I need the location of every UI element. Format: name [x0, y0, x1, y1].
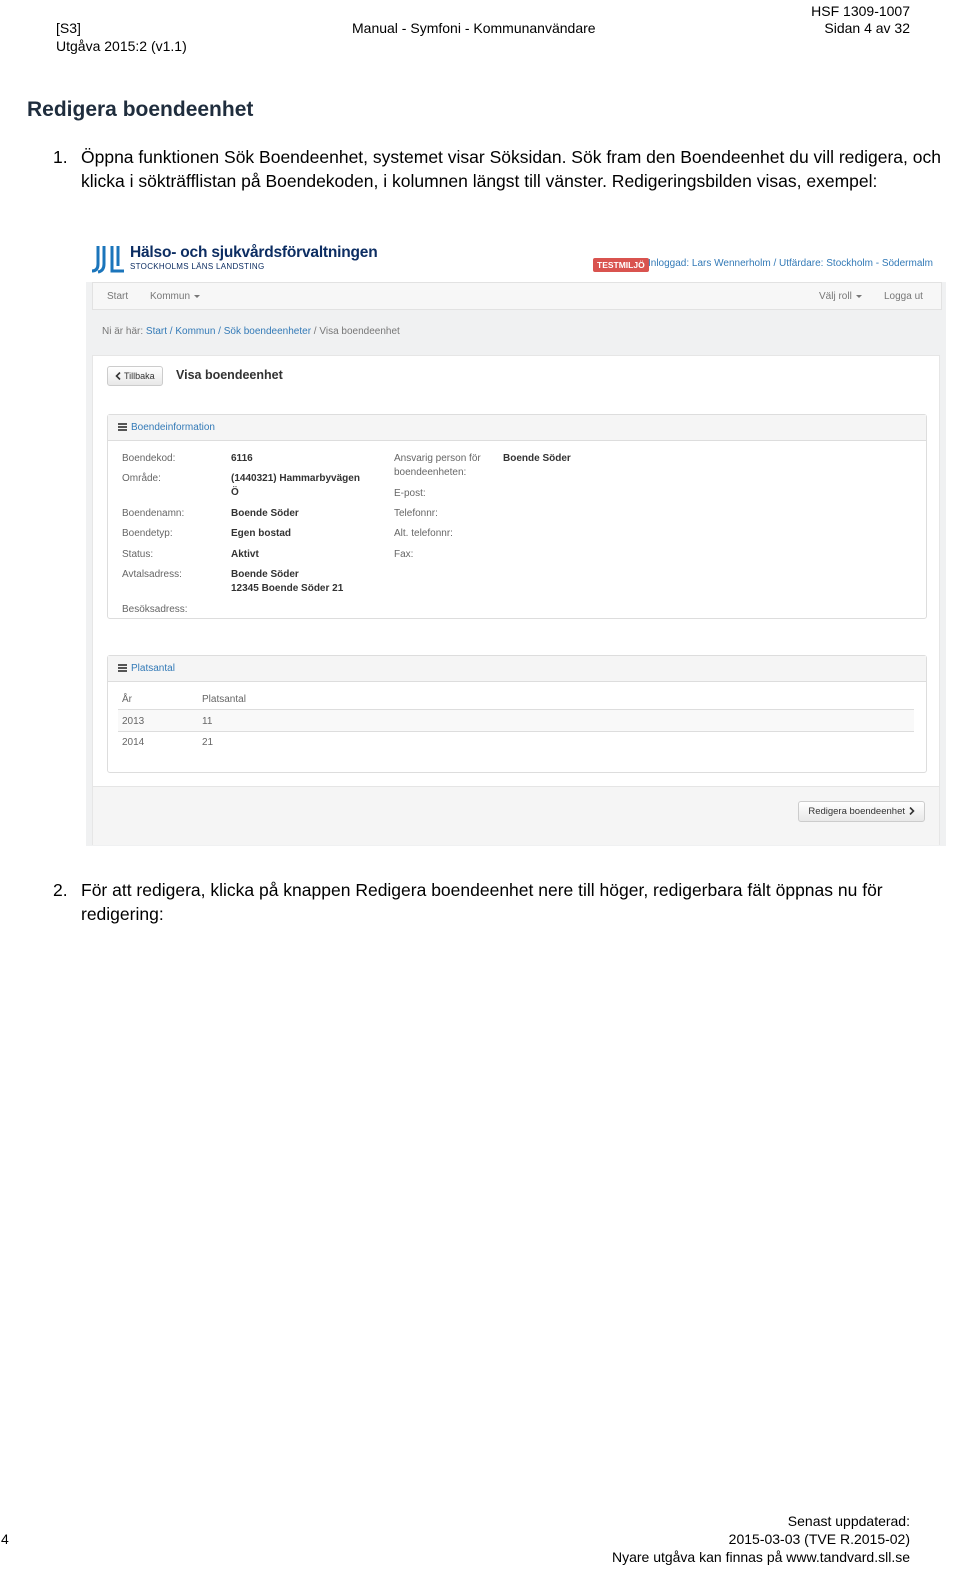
step-text: För att redigera, klicka på knappen Redigera boendeenhet nere till höger, redigerbara fält öppnas nu för redigering:	[81, 880, 883, 924]
column-header: Platsantal	[202, 694, 246, 705]
app-header	[86, 238, 946, 282]
field-label: Ansvarig person för	[394, 453, 481, 464]
nav-select-role-label: Välj roll	[819, 291, 852, 302]
table-cell: 2013	[122, 716, 145, 727]
field-label: Fax:	[394, 549, 414, 560]
field-value: Boende Söder	[231, 508, 299, 519]
app-screenshot	[86, 238, 946, 846]
capacity-panel	[107, 655, 927, 773]
info-panel-header	[108, 415, 926, 441]
nav-start[interactable]: Start	[107, 291, 129, 302]
field-value: Ö	[231, 487, 239, 498]
environment-badge: TESTMILJÖ	[593, 258, 649, 272]
step-number: 2.	[53, 880, 68, 900]
document-code-edition	[56, 19, 187, 55]
field-value: 6116	[231, 453, 253, 464]
field-label: Boendekod:	[122, 453, 176, 464]
list-icon	[118, 423, 127, 431]
step-1	[53, 145, 948, 193]
caret-down-icon	[856, 295, 862, 298]
capacity-panel-title: Platsantal	[131, 663, 175, 674]
nav-kommun-label: Kommun	[150, 291, 191, 302]
nav-kommun-menu[interactable]	[150, 291, 200, 302]
column-header: År	[122, 694, 132, 705]
document-title: Manual - Symfoni - Kommunanvändare	[352, 20, 596, 36]
updated-label: Senast uppdaterad:	[787, 1513, 910, 1529]
field-value: Boende Söder	[503, 453, 571, 464]
field-value: (1440321) Hammarbyvägen	[231, 473, 360, 484]
field-value: 12345 Boende Söder 21	[231, 583, 344, 594]
page-heading: Visa boendeenhet	[176, 368, 283, 382]
edit-residence-button[interactable]	[798, 801, 925, 822]
field-label: E-post:	[394, 488, 426, 499]
document-code: [S3]	[56, 20, 81, 36]
capacity-panel-header	[108, 656, 926, 682]
field-label: Status:	[122, 549, 154, 560]
info-panel	[107, 414, 927, 619]
action-bar	[93, 786, 939, 845]
page-number: 4	[1, 1531, 9, 1547]
field-value: Egen bostad	[231, 528, 292, 539]
step-2	[53, 878, 948, 926]
breadcrumb-prefix: Ni är här:	[102, 326, 144, 337]
field-label: Avtalsadress:	[122, 569, 182, 580]
field-label: boendeenheten:	[394, 467, 467, 478]
logo-subtitle: STOCKHOLMS LÄNS LANDSTING	[130, 262, 265, 271]
breadcrumb-search[interactable]: Sök boendeenheter	[223, 326, 312, 337]
nav-select-role[interactable]	[819, 291, 862, 302]
back-button-label: Tillbaka	[124, 371, 155, 381]
logo-mark-icon	[92, 244, 126, 274]
document-edition: Utgåva 2015:2 (v1.1)	[56, 38, 187, 54]
field-label: Boendenamn:	[122, 508, 185, 519]
step-number: 1.	[53, 147, 68, 167]
chevron-right-icon	[909, 807, 915, 815]
info-panel-title: Boendeinformation	[131, 422, 215, 433]
table-cell: 11	[202, 716, 213, 727]
field-value: Aktivt	[231, 549, 259, 560]
table-cell: 21	[202, 737, 214, 748]
main-content	[92, 355, 940, 845]
breadcrumb: Ni är här: Start / Kommun / Sök boendeenheter / Visa boendeenhet	[102, 326, 400, 337]
breadcrumb-start[interactable]: Start	[145, 326, 168, 337]
back-button[interactable]	[107, 366, 163, 386]
table-cell: 2014	[122, 737, 145, 748]
field-label: Alt. telefonnr:	[394, 528, 453, 539]
chevron-left-icon	[115, 372, 121, 380]
breadcrumb-kommun[interactable]: Kommun	[175, 326, 216, 337]
field-label: Boendetyp:	[122, 528, 173, 539]
list-icon	[118, 664, 127, 672]
step-text: Öppna funktionen Sök Boendeenhet, systemet visar Söksidan. Sök fram den Boendeenhet du vill redigera, och klicka i sökträfflistan på Boendekoden, i kolumnen längst till vänster. Redigeringsbilden visas, exempel:	[81, 147, 941, 191]
caret-down-icon	[194, 295, 200, 298]
document-id: HSF 1309-1007	[811, 3, 910, 19]
page-indicator: Sidan 4 av 32	[824, 20, 910, 36]
breadcrumb-current: Visa boendeenhet	[319, 326, 400, 337]
table-row	[118, 710, 914, 731]
updated-value: 2015-03-03 (TVE R.2015-02)	[728, 1531, 910, 1547]
nav-logout[interactable]: Logga ut	[884, 291, 923, 302]
login-info[interactable]: Inloggad: Lars Wennerholm / Utfärdare: Stockholm - Södermalm	[648, 258, 933, 269]
navbar	[92, 282, 942, 310]
logo	[92, 244, 378, 274]
field-label: Telefonnr:	[394, 508, 438, 519]
edit-residence-button-label: Redigera boendeenhet	[808, 806, 905, 817]
logo-title: Hälso- och sjukvårdsförvaltningen	[130, 244, 378, 261]
newer-edition-note: Nyare utgåva kan finnas på www.tandvard.sll.se	[611, 1549, 910, 1565]
table-row-divider	[118, 731, 914, 732]
field-label: Besöksadress:	[122, 604, 188, 615]
field-value: Boende Söder	[231, 569, 299, 580]
section-title: Redigera boendeenhet	[27, 98, 254, 121]
field-label: Område:	[122, 473, 161, 484]
